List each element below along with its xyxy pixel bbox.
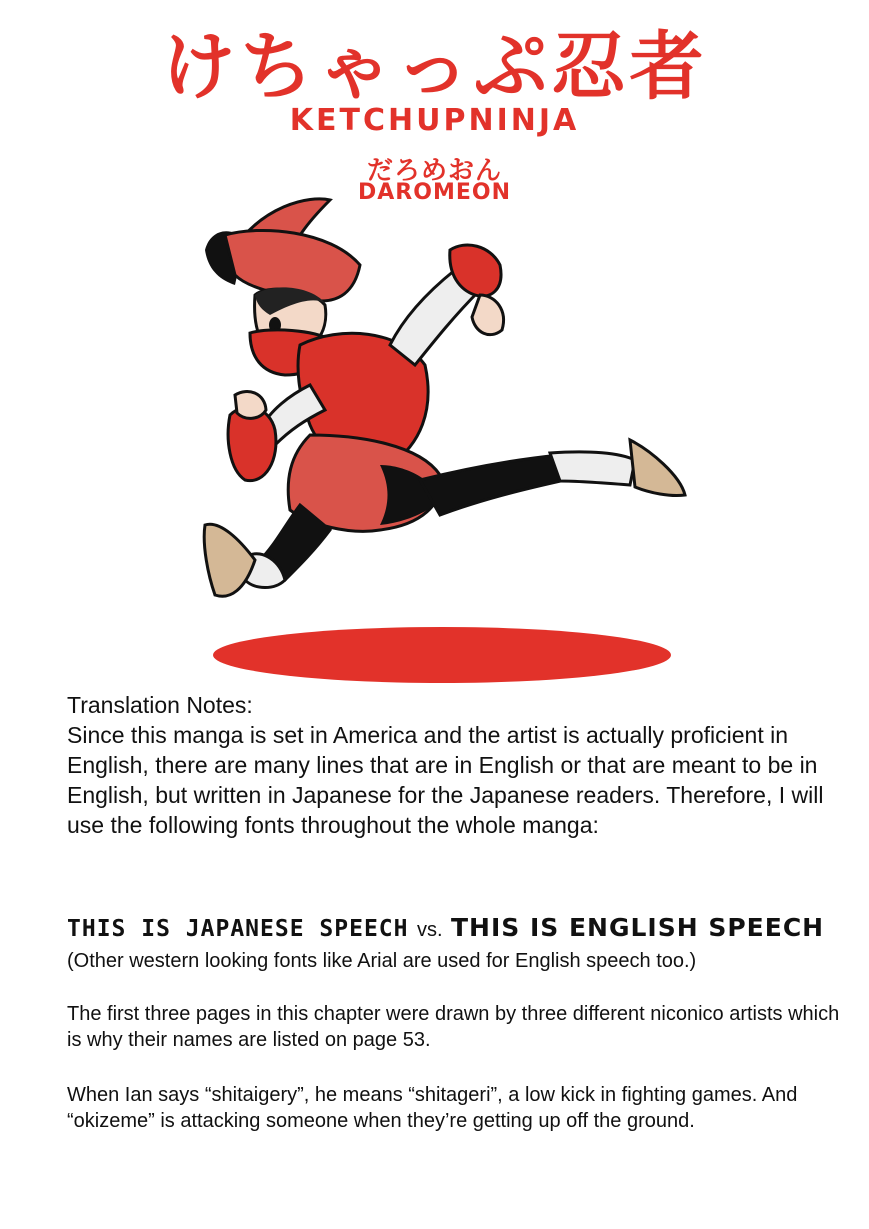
- fonts-note: (Other western looking fonts like Arial are used for English speech too.): [67, 950, 697, 972]
- font-comparison-line: [67, 913, 857, 942]
- back-fist: [472, 295, 503, 335]
- manga-title-japanese: けちゃっぷ忍者: [161, 24, 708, 110]
- manga-title-english: KETCHUPNINJA: [289, 103, 580, 138]
- japanese-speech-sample: THIS IS JAPANESE SPEECH: [67, 916, 409, 942]
- front-fist: [235, 391, 266, 418]
- author-name-japanese: だろめおん: [366, 156, 502, 186]
- back-sandal: [630, 440, 685, 496]
- notes-heading: Translation Notes:: [67, 692, 253, 718]
- ground-shadow: [213, 627, 671, 683]
- versus-label: vs.: [416, 919, 443, 941]
- back-leg: [420, 455, 565, 515]
- notes-paragraph-2: The first three pages in this chapter were drawn by three different niconico artists which is why their names are listed on page 53.: [67, 1003, 840, 1051]
- front-sandal: [204, 524, 255, 596]
- english-speech-sample: THIS IS ENGLISH SPEECH: [450, 913, 825, 942]
- author-name-english: DAROMEON: [358, 180, 511, 205]
- ninja-illustration: [190, 195, 690, 615]
- translation-notes: [67, 690, 857, 840]
- back-leg-wrap: [550, 452, 635, 485]
- notes-paragraph-3: When Ian says “shitaigery”, he means “shitageri”, a low kick in fighting games. And “okizeme” is attacking someone when they’re getting up off the ground.: [67, 1084, 798, 1132]
- notes-paragraph-1: Since this manga is set in America and the artist is actually proficient in English, there are many lines that are in English or that are meant to be in English, but written in Japanese for the Japanese readers. Therefore, I will use the following fonts throughout the whole manga:: [67, 722, 824, 838]
